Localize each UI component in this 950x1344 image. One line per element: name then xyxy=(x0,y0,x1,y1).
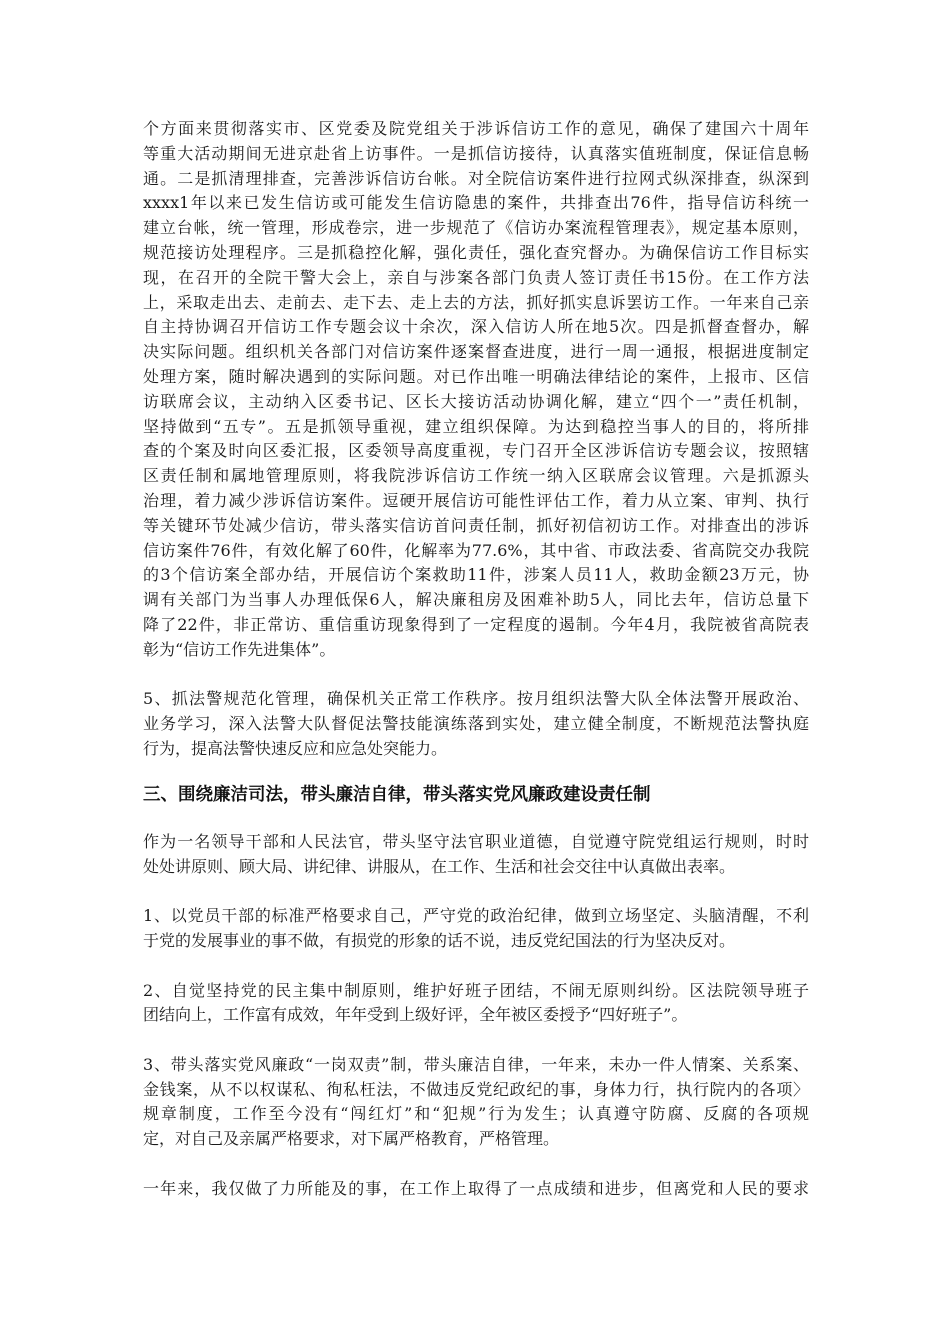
text-line: 坚持做到“五专”。五是抓领导重视，建立组织保障。为达到稳控当事人的目的，将所排 xyxy=(143,416,809,436)
text-line: 个方面来贯彻落实市、区党委及院党组关于涉诉信访工作的意见，确保了建国六十周年 xyxy=(143,119,809,138)
paragraph-item-2 xyxy=(143,979,809,1029)
text-line: 现，在召开的全院干警大会上，亲自与涉案各部门负责人签订责任书15份。在工作方法 xyxy=(143,267,809,287)
text-line: 调有关部门为当事人办理低保6人，解决廉租房及困难补助5人，同比去年，信访总量下 xyxy=(143,590,809,610)
text-line: 于党的发展事业的事不做，有损党的形象的话不说，违反党纪国法的行为坚决反对。 xyxy=(143,930,736,950)
text-line: 处处讲原则、顾大局、讲纪律、讲服从，在工作、生活和社会交往中认真做出表率。 xyxy=(143,856,736,876)
text-line: 决实际问题。组织机关各部门对信访案件逐案督查进度，进行一周一通报，根据进度制定 xyxy=(143,342,809,362)
text-line: 彰为“信访工作先进集体”。 xyxy=(143,639,336,659)
text-line: 通。二是抓清理排查，完善涉诉信访台帐。对全院信访案件进行拉网式纵深排查，纵深到 xyxy=(143,168,809,188)
text-line: 建立台帐，统一管理，形成卷宗，进一步规范了《信访办案流程管理表》，规定基本原则， xyxy=(143,218,809,238)
text-line: 访联席会议，主动纳入区委书记、区长大接访活动协调化解，建立“四个一”责任机制， xyxy=(143,391,809,411)
paragraph-intro-integrity xyxy=(143,830,809,880)
text-line: 业务学习，深入法警大队督促法警技能演练落到实处，建立健全制度，不断规范法警执庭 xyxy=(143,714,809,734)
paragraph-conclusion xyxy=(143,1177,809,1202)
document-page xyxy=(143,117,809,1202)
text-line: 2、自觉坚持党的民主集中制原则，维护好班子团结，不闹无原则纠纷。区法院领导班子 xyxy=(143,980,809,1000)
text-line: 治理，着力减少涉诉信访案件。逗硬开展信访可能性评估工作，着力从立案、审判、执行 xyxy=(143,490,809,510)
text-line: 金钱案，从不以权谋私、徇私枉法，不做违反党纪政纪的事，身体力行，执行院内的各项〉 xyxy=(143,1079,809,1099)
text-line: 的3个信访案全部办结，开展信访个案救助11件，涉案人员11人，救助金额23万元，协 xyxy=(143,565,809,585)
text-line: 规范接访处理程序。三是抓稳控化解，强化责任，强化查究督办。为确保信访工作目标实 xyxy=(143,242,809,262)
text-line: 信访案件76件，有效化解了60件，化解率为77.6%，其中省、市政法委、省高院交办我院 xyxy=(143,540,809,560)
text-line: 查的个案及时向区委汇报，区委领导高度重视，专门召开全区涉诉信访专题会议，按照辖 xyxy=(143,441,809,461)
text-line: xxxx1年以来已发生信访或可能发生信访隐患的案件，共排查出76件，指导信访科统一 xyxy=(143,193,809,213)
paragraph-petition-work xyxy=(143,117,809,663)
paragraph-item-1 xyxy=(143,904,809,954)
text-line: 1、以党员干部的标准严格要求自己，严守党的政治纪律，做到立场坚定、头脑清醒，不利 xyxy=(143,906,809,926)
text-line: 行为，提高法警快速反应和应急处突能力。 xyxy=(143,738,448,758)
section-heading: 三、围绕廉洁司法，带头廉洁自律，带头落实党风廉政建设责任制 xyxy=(143,784,651,805)
text-line: 上，采取走出去、走前去、走下去、走上去的方法，抓好抓实息诉罢访工作。一年来自己亲 xyxy=(143,292,809,312)
text-line: 处理方案，随时解决遇到的实际问题。对已作出唯一明确法律结论的案件，上报市、区信 xyxy=(143,366,809,386)
text-line: 自主持协调召开信访工作专题会议十余次，深入信访人所在地5次。四是抓督查督办，解 xyxy=(143,317,809,337)
paragraph-bailiff-management xyxy=(143,687,809,761)
text-line: 降了22件，非正常访、重信重访现象得到了一定程度的遏制。今年4月，我院被省高院表 xyxy=(143,614,809,634)
text-line: 等重大活动期间无进京赴省上访事件。一是抓信访接待，认真落实值班制度，保证信息畅 xyxy=(143,143,809,163)
text-line: 作为一名领导干部和人民法官，带头坚守法官职业道德，自觉遵守院党组运行规则，时时 xyxy=(143,831,809,851)
text-line: 3、带头落实党风廉政“一岗双责”制，带头廉洁自律，一年来，未办一件人情案、关系案、 xyxy=(143,1054,809,1074)
text-line: 一年来，我仅做了力所能及的事，在工作上取得了一点成绩和进步，但离党和人民的要求 xyxy=(143,1178,809,1198)
text-line: 团结向上，工作富有成效，年年受到上级好评，全年被区委授予“四好班子”。 xyxy=(143,1005,688,1025)
text-line: 规章制度，工作至今没有“闯红灯”和“犯规”行为发生；认真遵守防腐、反腐的各项规 xyxy=(143,1104,809,1124)
text-line: 等关键环节处减少信访，带头落实信访首问责任制，抓好初信初访工作。对排查出的涉诉 xyxy=(143,515,809,535)
text-line: 区责任制和属地管理原则，将我院涉诉信访工作统一纳入区联席会议管理。六是抓源头 xyxy=(143,466,809,486)
text-line: 定，对自己及亲属严格要求，对下属严格教育，严格管理。 xyxy=(143,1129,560,1149)
text-line: 5、抓法警规范化管理，确保机关正常工作秩序。按月组织法警大队全体法警开展政治、 xyxy=(143,689,809,709)
paragraph-item-3 xyxy=(143,1053,809,1152)
